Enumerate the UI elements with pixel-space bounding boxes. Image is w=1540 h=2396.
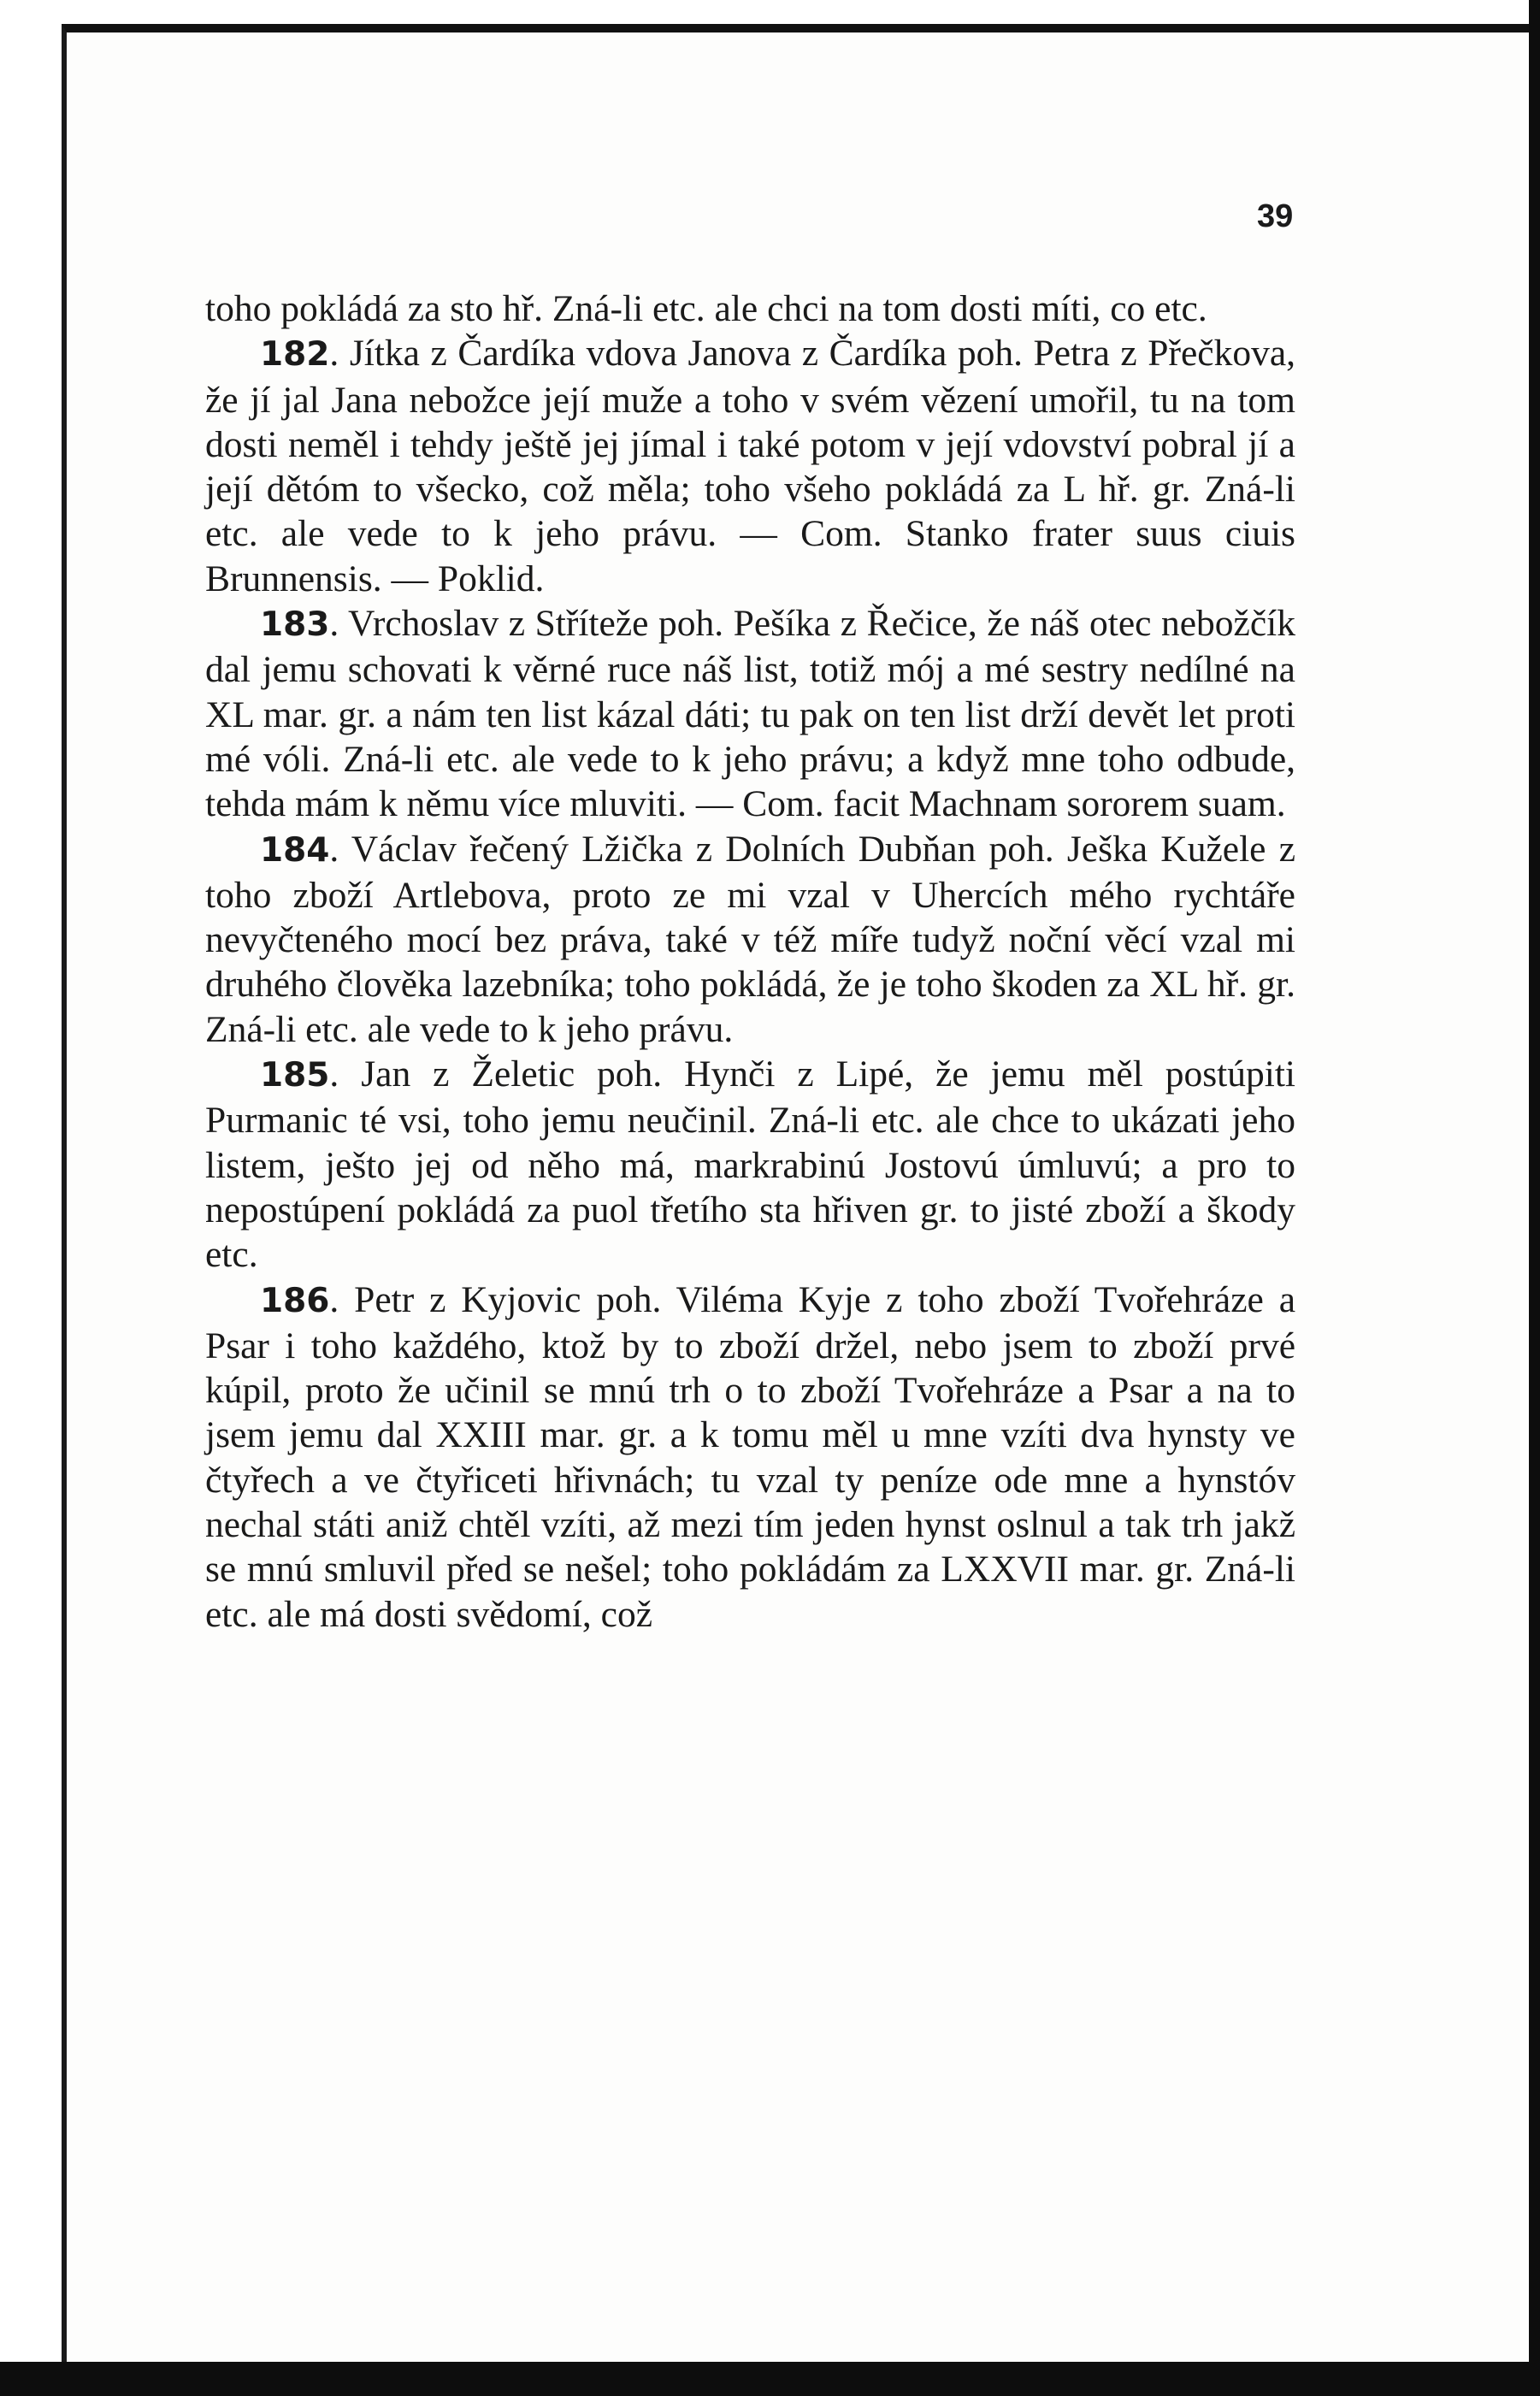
entry-185 bbox=[205, 1052, 1295, 1277]
entry-number: 185 bbox=[260, 1056, 330, 1095]
paragraph-continuation bbox=[205, 286, 1295, 331]
entry-number: 183 bbox=[260, 605, 330, 645]
page-number: 39 bbox=[1257, 198, 1294, 234]
paragraph-text: toho pokládá za sto hř. Zná-li etc. ale chci na tom dosti míti, co etc. bbox=[205, 288, 1207, 329]
entry-number: 184 bbox=[260, 830, 330, 870]
entry-184 bbox=[205, 827, 1295, 1052]
entry-182 bbox=[205, 331, 1295, 601]
paragraph-text: . Petr z Kyjovic poh. Viléma Kyje z toho zboží Tvořehráze a Psar i toho každého, ktož by to zboží držel, nebo jsem to zboží prvé kúpil, proto že učinil se mnú trh o to zboží Tvořehráze a Psar a na to jsem jemu dal XXIII mar. gr. a k tomu měl u mne vzíti dva hynsty ve čtyřech a ve čtyřiceti hřivnách; tu vzal ty peníze ode mne a hynstóv nechal státi aniž chtěl vzíti, až mezi tím jeden hynst oslnul a tak trh jakž se mnú smluvil před se nešel; toho pokládám za LXXVII mar. gr. Zná-li etc. ale má dosti svědomí, což bbox=[205, 1278, 1295, 1635]
paragraph-text: . Jítka z Čardíka vdova Janova z Čardíka poh. Petra z Přečkova, že jí jal Jana nebožce její muže a toho v svém vězení umořil, tu na tom dosti neměl i tehdy ještě jej jímal i také potom v její vdovství pobral jí a její dětóm to všecko, což měla; toho všeho pokládá za L hř. gr. Zná-li etc. ale vede to k jeho právu. — Com. Stanko frater suus ciuis Brunnensis. — Poklid. bbox=[205, 333, 1295, 599]
paragraph-text: . Vrchoslav z Stříteže poh. Pešíka z Řečice, že náš otec nebožčík dal jemu schovati k věrné ruce náš list, totiž mój a mé sestry nedílné na XL mar. gr. a nám ten list kázal dáti; tu pak on ten list drží devět let proti mé vóli. Zná-li etc. ale vede to k jeho právu; a když mne toho odbude, tehda mám k němu více mluviti. — Com. facit Machnam sororem suam. bbox=[205, 603, 1295, 825]
scan-edge-right bbox=[1529, 0, 1540, 2396]
entry-number: 182 bbox=[260, 335, 330, 375]
scan-edge-bottom bbox=[0, 2362, 1540, 2396]
scan-margin-top bbox=[0, 0, 1540, 24]
scan-margin-left bbox=[0, 0, 62, 2396]
text-body bbox=[205, 286, 1295, 1637]
paragraph-text: . Jan z Želetic poh. Hynči z Lipé, že jemu měl postúpiti Purmanic té vsi, toho jemu neučinil. Zná-li etc. ale chce to ukázati jeho listem, ješto jej od něho má, markrabinú Jostovú úmluvú; a pro to nepostúpení pokládá za puol třetího sta hřiven gr. to jisté zboží a škody etc. bbox=[205, 1053, 1295, 1276]
paragraph-text: . Václav řečený Lžička z Dolních Dubňan poh. Ješka Kužele z toho zboží Artlebova, proto ze mi vzal v Uhercích mého rychtáře nevyčteného mocí bez práva, také v též míře tudyž noční věcí vzal mi druhého člověka lazebníka; toho pokládá, že je toho škoden za XL hř. gr. Zná-li etc. ale vede to k jeho právu. bbox=[205, 828, 1295, 1050]
entry-number: 186 bbox=[260, 1281, 330, 1320]
entry-183 bbox=[205, 601, 1295, 826]
entry-186 bbox=[205, 1278, 1295, 1637]
